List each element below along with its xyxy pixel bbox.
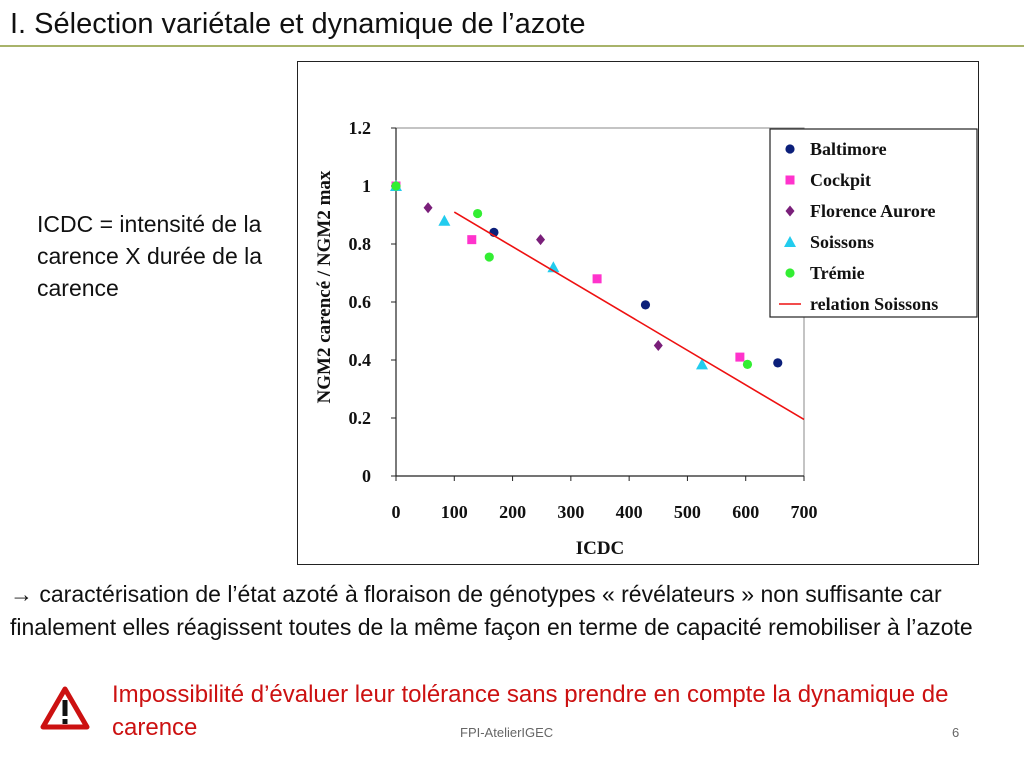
data-point-trémie: [743, 360, 752, 369]
legend-label-florence-aurore: Florence Aurore: [810, 201, 936, 221]
series-line-relation-soissons: [454, 212, 804, 419]
x-tick-label: 0: [391, 502, 401, 522]
page-number: 6: [952, 725, 960, 740]
data-point-cockpit: [593, 274, 602, 283]
data-point-florence-aurore: [424, 202, 433, 213]
data-point-soissons: [438, 215, 450, 226]
x-tick-label: 600: [732, 502, 760, 522]
chart-frame: [297, 61, 979, 565]
data-point-baltimore: [773, 358, 782, 367]
data-point-trémie: [391, 181, 400, 190]
y-tick-label: 0.2: [348, 408, 371, 428]
conclusion-text: → caractérisation de l’état azoté à floraison de génotypes « révélateurs » non suffisante car finalement elles réagissent toutes de la même façon en terme de capacité remobiliser à l’azote: [10, 581, 973, 640]
x-tick-label: 400: [615, 502, 643, 522]
x-tick-label: 100: [440, 502, 468, 522]
y-tick-label: 0: [362, 466, 371, 486]
x-tick-label: 700: [790, 502, 818, 522]
legend-label-soissons: Soissons: [810, 232, 875, 252]
data-point-florence-aurore: [536, 234, 545, 245]
data-point-cockpit: [735, 353, 744, 362]
icdc-definition: ICDC = intensité de la carence X durée de la carence: [37, 211, 263, 301]
y-tick-label: 0.8: [348, 234, 371, 254]
plot-area: [396, 128, 804, 476]
y-tick-label: 1: [362, 176, 371, 196]
legend-swatch-trémie: [785, 268, 794, 277]
legend-swatch-baltimore: [785, 144, 794, 153]
y-axis-label: NGM2 carencé / NGM2 max: [314, 170, 335, 404]
legend-label-relation-soissons: relation Soissons: [810, 294, 939, 314]
footer-label: FPI-AtelierIGEC: [460, 725, 554, 740]
y-tick-label: 0.6: [348, 292, 371, 312]
data-point-cockpit: [467, 235, 476, 244]
slide-title: I. Sélection variétale et dynamique de l’azote: [10, 8, 586, 40]
warning-triangle-icon: [40, 686, 90, 730]
x-tick-label: 300: [557, 502, 585, 522]
y-tick-label: 0.4: [348, 350, 371, 370]
warning-text: Impossibilité d’évaluer leur tolérance sans prendre en compte la dynamique de carence: [112, 681, 949, 741]
data-point-soissons: [696, 358, 708, 369]
x-tick-label: 200: [499, 502, 527, 522]
data-point-trémie: [485, 252, 494, 261]
legend-label-cockpit: Cockpit: [810, 170, 872, 190]
legend-swatch-cockpit: [786, 176, 795, 185]
legend-label-baltimore: Baltimore: [810, 139, 887, 159]
title-rule: [0, 45, 1024, 47]
data-point-florence-aurore: [654, 340, 663, 351]
data-point-trémie: [473, 209, 482, 218]
legend-label-trémie: Trémie: [810, 263, 865, 283]
x-axis-label: ICDC: [575, 538, 625, 559]
data-point-baltimore: [641, 300, 650, 309]
y-tick-label: 1.2: [348, 118, 371, 138]
scatter-chart: [298, 62, 978, 564]
x-tick-label: 500: [673, 502, 701, 522]
